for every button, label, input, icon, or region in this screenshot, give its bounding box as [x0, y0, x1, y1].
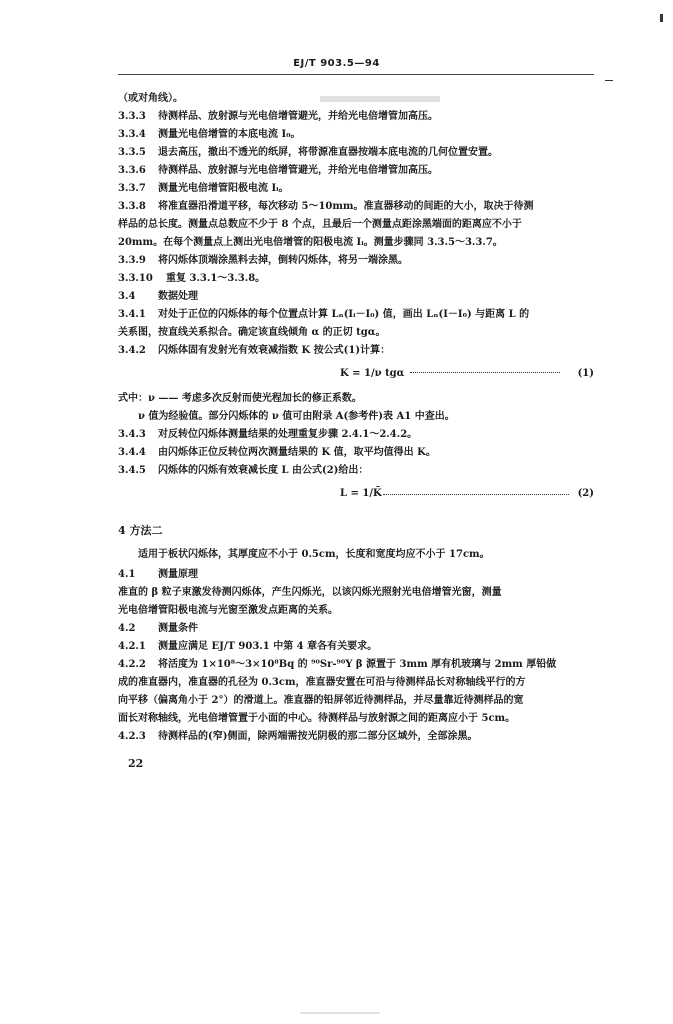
clause-number: 4.2.2	[118, 659, 146, 670]
clause-number: 3.3.7	[118, 183, 146, 194]
clause-3-4-5	[118, 464, 594, 478]
clause-number: 3.3.4	[118, 129, 146, 140]
clause-text: 重复 3.3.1～3.3.8。	[166, 273, 266, 284]
clause-text: 待测样品、放射源与光电倍增管避光，并给光电倍增管加高压。	[158, 111, 438, 122]
text-line: （或对角线）。	[118, 93, 183, 104]
clause-text: 待测样品、放射源与光电倍增管避光，并给光电倍增管加高压。	[158, 165, 438, 176]
header-rule	[118, 74, 594, 75]
equation-number: (1)	[577, 368, 594, 379]
scan-mark	[605, 80, 613, 81]
clause-3-4-2	[118, 344, 594, 358]
formula-expression: K = 1/ν tgα	[340, 368, 405, 379]
clause-number: 3.4	[118, 291, 136, 302]
text-line: 式中：ν —— 考虑多次反射而使光程加长的修正系数。	[118, 393, 362, 404]
section-4-2	[118, 622, 594, 636]
section-title: 数据处理	[158, 291, 198, 302]
clause-3-3-10	[118, 272, 594, 286]
clause-3-3-8	[118, 200, 594, 214]
clause-3-3-3	[118, 110, 594, 124]
clause-4-2-3	[118, 730, 594, 744]
clause-text: 测量应满足 EJ/T 903.1 中第 4 章各有关要求。	[158, 641, 378, 652]
text-line: 成的准直器内，准直器的孔径为 0.3cm，准直器安置在可沿与待测样品长对称轴线平行的方	[118, 677, 526, 688]
page-number: 22	[128, 757, 144, 770]
clause-4-2-2	[118, 658, 594, 672]
clause-number: 3.3.3	[118, 111, 146, 122]
clause-text: 测量光电倍增管阳极电流 Iᵢ。	[158, 183, 289, 194]
clause-text: 由闪烁体正位反转位两次测量结果的 K 值，取平均值得出 K̄。	[158, 447, 436, 458]
leader-dots	[383, 494, 569, 495]
text-line: 准直的 β 粒子束激发待测闪烁体，产生闪烁光，以该闪烁光照射光电倍增管光窗，测量	[118, 587, 502, 598]
clause-3-4-3	[118, 428, 594, 442]
formula-1	[118, 368, 594, 386]
clause-3-4-4	[118, 446, 594, 460]
clause-number: 3.3.9	[118, 255, 146, 266]
scan-noise	[320, 96, 440, 102]
text-line: 面长对称轴线，光电倍增管置于小面的中心。待测样品与放射源之间的距离应小于 5cm。	[118, 713, 516, 724]
section-title: 测量原理	[158, 569, 198, 580]
clause-3-3-4	[118, 128, 594, 142]
clause-number: 4.2.1	[118, 641, 146, 652]
clause-number: 3.4.5	[118, 465, 146, 476]
section-3-4	[118, 290, 594, 304]
clause-text: 待测样品的(窄)侧面，除两端需按光阴极的那二部分区域外，全部涂黑。	[158, 731, 478, 742]
text-line: 向平移（偏离角小于 2°）的滑道上。准直器的铅屏邻近待测样品，并尽量靠近待测样品的宽	[118, 695, 524, 706]
text-line: 光电倍增管阳极电流与光窗至激发点距离的关系。	[118, 605, 338, 616]
clause-4-2-1	[118, 640, 594, 654]
clause-number: 3.3.8	[118, 201, 146, 212]
clause-number: 3.4.2	[118, 345, 146, 356]
section-title: 测量条件	[158, 623, 198, 634]
clause-3-3-7	[118, 182, 594, 196]
clause-number: 3.3.6	[118, 165, 146, 176]
text-line: 关系图，按直线关系拟合。确定该直线倾角 α 的正切 tgα。	[118, 327, 386, 338]
clause-number: 4.1	[118, 569, 136, 580]
clause-text: 对反转位闪烁体测量结果的处理重复步骤 2.4.1～2.4.2。	[158, 429, 418, 440]
clause-3-4-1	[118, 308, 594, 322]
text-line: ν 值为经验值。部分闪烁体的 ν 值可由附录 A(参考件)表 A1 中查出。	[138, 411, 455, 422]
formula-expression: L = 1/K̄	[340, 488, 382, 499]
clause-text: 测量光电倍增管的本底电流 I₀。	[158, 129, 301, 140]
clause-text: 对处于正位的闪烁体的每个位置点计算 Lₙ(Iᵢ－I₀) 值，画出 Lₙ(I－I₀) 与距离 L 的	[158, 309, 530, 320]
clause-text: 将闪烁体顶端涂黑料去掉，倒转闪烁体，将另一端涂黑。	[158, 255, 408, 266]
standard-header: EJ/T 903.5—94	[293, 58, 380, 69]
clause-number: 3.4.3	[118, 429, 146, 440]
clause-3-3-6	[118, 164, 594, 178]
clause-3-3-9	[118, 254, 594, 268]
section-4-1	[118, 568, 594, 582]
clause-number: 3.3.5	[118, 147, 146, 158]
clause-text: 闪烁体固有发射光有效衰减指数 K 按公式(1)计算：	[158, 345, 391, 356]
text-line: 适用于板状闪烁体，其厚度应不小于 0.5cm，长度和宽度均应不小于 17cm。	[138, 549, 490, 560]
clause-number: 3.4.1	[118, 309, 146, 320]
section-4-heading: 4 方法二	[118, 524, 163, 537]
clause-3-3-5	[118, 146, 594, 160]
clause-number: 3.3.10	[118, 273, 153, 284]
clause-text: 闪烁体的闪烁有效衰减长度 L 由公式(2)给出：	[158, 465, 369, 476]
scan-mark	[660, 14, 663, 22]
clause-number: 4.2	[118, 623, 136, 634]
formula-2	[118, 488, 594, 506]
clause-number: 4.2.3	[118, 731, 146, 742]
equation-number: (2)	[577, 488, 594, 499]
text-line: 样品的总长度。测量点总数应不少于 8 个点，且最后一个测量点距涂黑端面的距离应不小于	[118, 219, 522, 230]
clause-text: 将活度为 1×10⁸～3×10⁸Bq 的 ⁹⁰Sr-⁹⁰Y β 源置于 3mm 厚有机玻璃与 2mm 厚铅做	[158, 659, 557, 670]
clause-text: 将准直器沿滑道平移，每次移动 5～10mm。准直器移动的间距的大小，取决于待测	[158, 201, 534, 212]
text-line: 20mm。在每个测量点上测出光电倍增管的阳极电流 Iᵢ。测量步骤同 3.3.5～3.3.7。	[118, 237, 503, 248]
leader-dots	[410, 372, 560, 373]
clause-number: 3.4.4	[118, 447, 146, 458]
clause-text: 退去高压，撤出不透光的纸屏，将带源准直器按端本底电流的几何位置安置。	[158, 147, 498, 158]
scan-noise	[300, 1012, 380, 1014]
